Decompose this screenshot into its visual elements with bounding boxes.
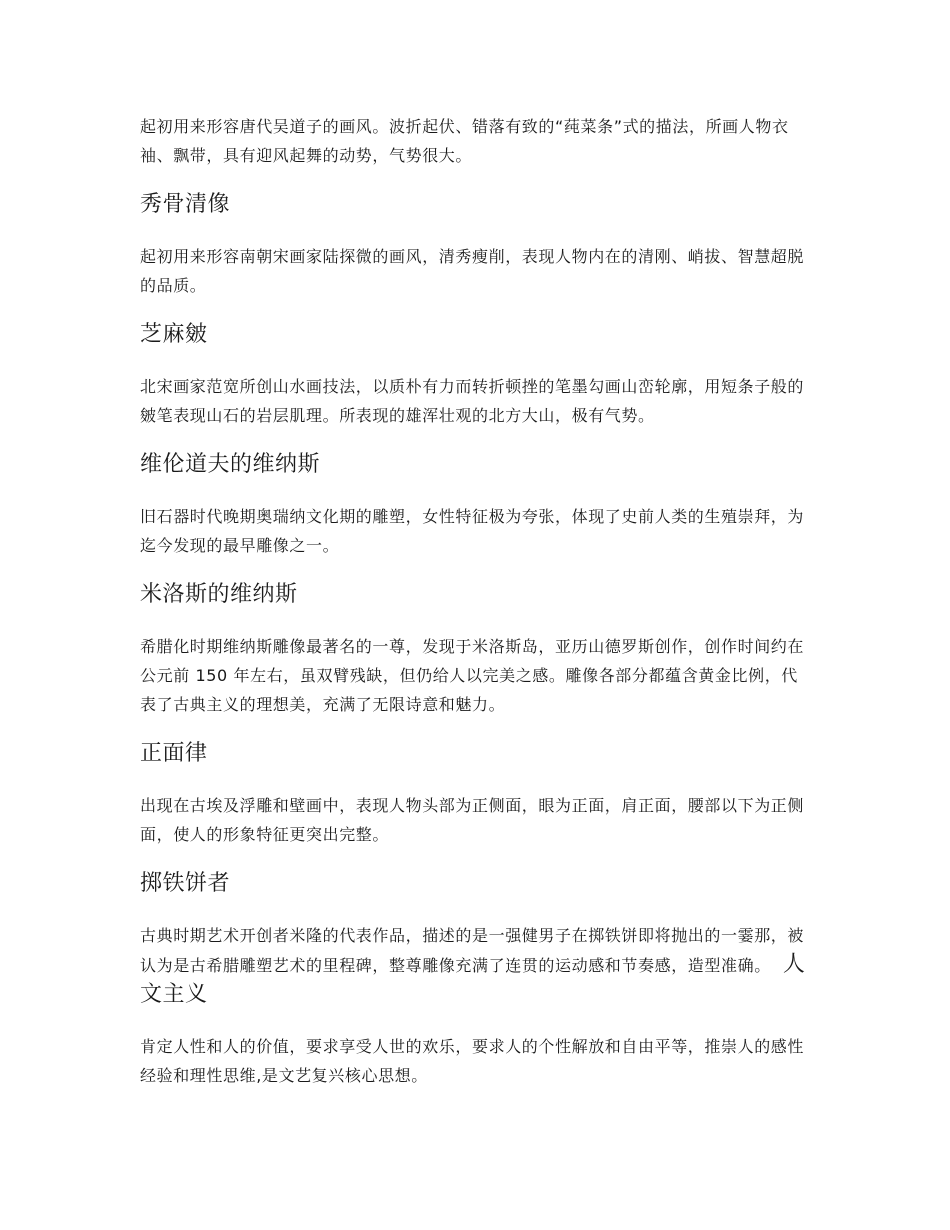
humanism-paragraph: 肯定人性和人的价值，要求享受人世的欢乐，要求人的个性解放和自由平等，推崇人的感性经验和理性思维,是文艺复兴核心思想。 <box>140 1037 805 1085</box>
heading-zhima: 芝麻皴 <box>140 322 208 347</box>
discobolus-text: 古典时期艺术开创者米隆的代表作品，描述的是一强健男子在掷铁饼即将抛出的一霎那，被认为是古希腊雕塑艺术的里程碑，整尊雕像充满了连贯的运动感和节奏感，造型准确。 <box>140 926 805 975</box>
willendorf-paragraph: 旧石器时代晚期奥瑞纳文化期的雕塑，女性特征极为夸张，体现了史前人类的生殖崇拜，为迄今发现的最早雕像之一。 <box>140 507 805 555</box>
heading-willendorf: 维伦道夫的维纳斯 <box>140 452 321 477</box>
wu-daozi-paragraph: 起初用来形容唐代吴道子的画风。波折起伏、错落有致的“莼菜条”式的描法，所画人物衣袖、飘带，具有迎风起舞的动势，气势很大。 <box>140 117 789 165</box>
heading-xiugu: 秀骨清像 <box>140 192 231 217</box>
milo-paragraph: 希腊化时期维纳斯雕像最著名的一尊，发现于米洛斯岛，亚历山德罗斯创作，创作时间约在公元前 150 年左右，虽双臂残缺，但仍给人以完美之感。雕像各部分都蕴含黄金比例，代表了古典主义的理想美，充满了无限诗意和魅力。 <box>140 637 805 714</box>
xiugu-paragraph: 起初用来形容南朝宋画家陆探微的画风，清秀瘦削，表现人物内在的清刚、峭拔、智慧超脱的品质。 <box>140 247 805 295</box>
heading-discobolus: 掷铁饼者 <box>140 871 231 896</box>
document-page <box>140 112 812 1090</box>
heading-frontal: 正面律 <box>140 741 208 766</box>
frontal-paragraph: 出现在古埃及浮雕和壁画中，表现人物头部为正侧面，眼为正面，肩正面，腰部以下为正侧面，使人的形象特征更突出完整。 <box>140 796 805 844</box>
heading-milo: 米洛斯的维纳斯 <box>140 582 298 607</box>
heading-humanism: 人文主义 <box>140 952 806 1007</box>
discobolus-paragraph <box>140 921 812 1010</box>
zhima-paragraph: 北宋画家范宽所创山水画技法，以质朴有力而转折顿挫的笔墨勾画山峦轮廓，用短条子般的皴笔表现山石的岩层肌理。所表现的雄浑壮观的北方大山，极有气势。 <box>140 377 805 425</box>
